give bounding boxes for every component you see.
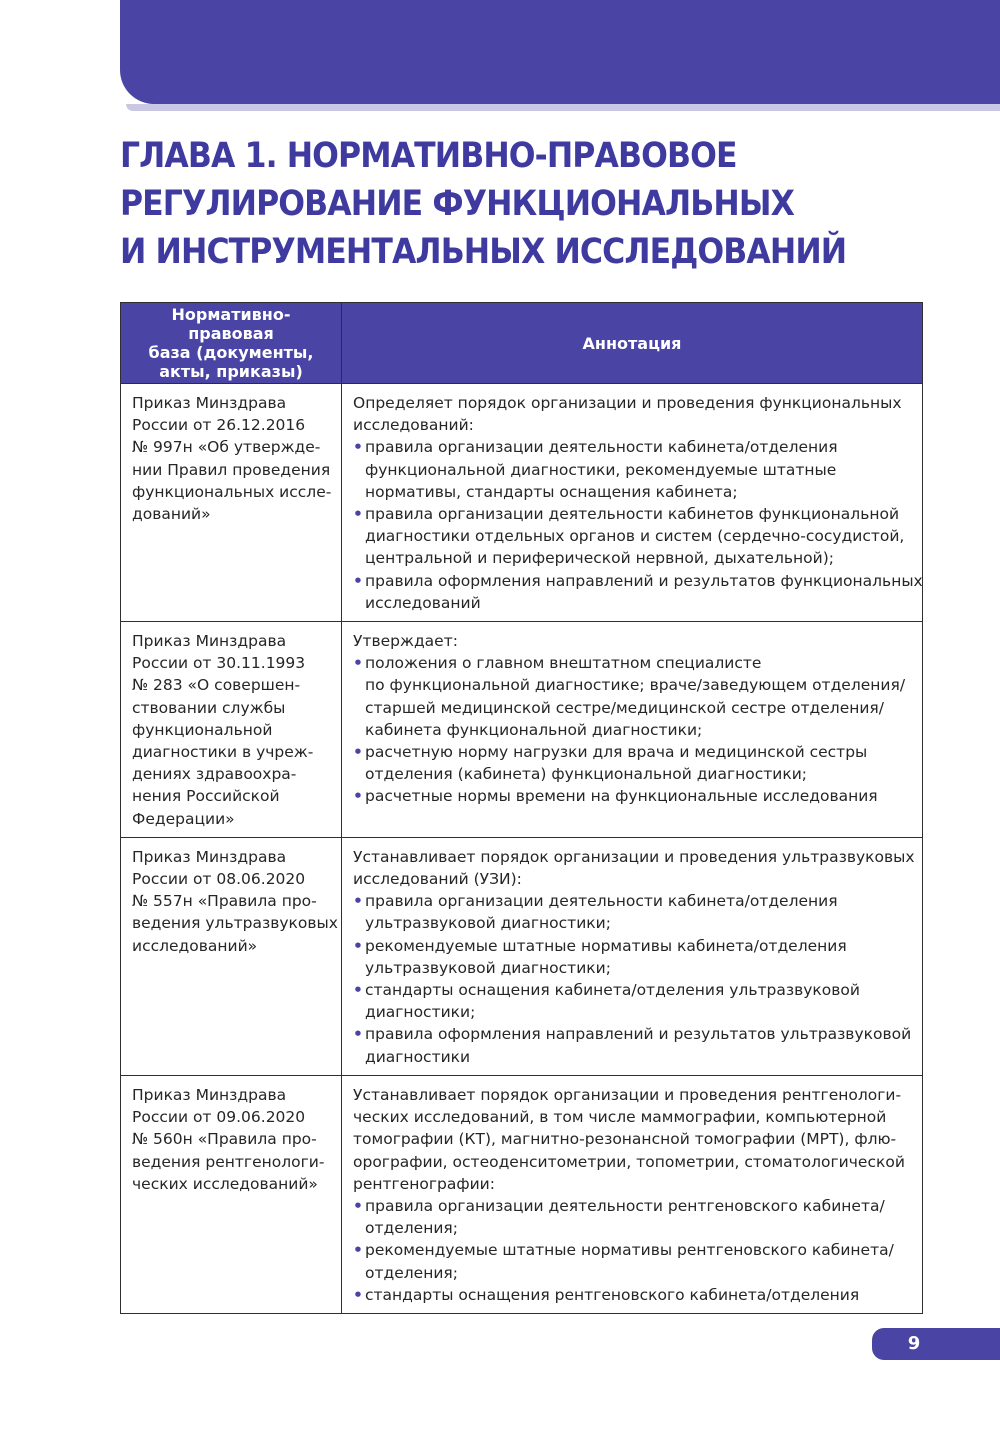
doc-line: ведения ультразвуковых xyxy=(132,914,338,933)
table-row xyxy=(121,384,923,622)
doc-line: № 560н «Правила про- xyxy=(132,1130,317,1149)
annotation-bullet-line: • правила организации деятельности кабинетов функциональной xyxy=(365,505,900,524)
annotation-bullet-line: функциональной диагностики, рекомендуемые штатные xyxy=(365,460,837,479)
doc-line: Приказ Минздрава xyxy=(132,394,287,412)
chapter-title-line: И ИНСТРУМЕНТАЛЬНЫХ ИССЛЕДОВАНИЙ xyxy=(120,232,847,272)
annotation-bullet-line: кабинета функциональной диагностики; xyxy=(365,720,703,739)
annotation-intro-line: ческих исследований, в том числе маммографии, компьютерной xyxy=(353,1108,887,1127)
annotation-intro-line: Устанавливает порядок организации и проведения рентгенологи- xyxy=(353,1085,902,1104)
annotation-intro xyxy=(353,630,912,652)
annotation-intro xyxy=(353,846,915,890)
annotation-intro-line: томографии (КТ), магнитно-резонансной томографии (МРТ), флю- xyxy=(353,1130,897,1149)
doc-line: России от 26.12.2016 xyxy=(132,416,306,435)
annotation-bullet-line: • правила оформления направлений и результатов функциональных xyxy=(365,571,923,590)
header-doc-line: база (документы, xyxy=(148,343,314,362)
doc-line: функциональной xyxy=(132,720,273,739)
annotation-bullet-line: центральной и периферической нервной, дыхательной); xyxy=(365,549,834,568)
doc-line: Приказ Минздрава xyxy=(132,1085,287,1104)
top-banner xyxy=(120,0,1000,104)
annotation-bullet-line: диагностики; xyxy=(365,1003,476,1022)
doc-line: нения Российской xyxy=(132,787,280,806)
annotation-cell xyxy=(342,837,923,1075)
table-header-row xyxy=(121,303,923,384)
annotation-bullet-line: отделения (кабинета) функциональной диагностики; xyxy=(365,765,808,784)
doc-line: Федерации» xyxy=(132,809,235,828)
annotation-bullet-item xyxy=(353,570,923,614)
annotation-bullet-line: нормативы, стандарты оснащения кабинета; xyxy=(365,482,738,501)
annotation-intro-line: рентгенографии: xyxy=(353,1174,495,1193)
chapter-title-line: РЕГУЛИРОВАНИЕ ФУНКЦИОНАЛЬНЫХ xyxy=(120,184,794,224)
header-doc-line: Нормативно-правовая xyxy=(171,305,291,343)
doc-line: ческих исследований» xyxy=(132,1174,318,1193)
annotation-bullet-item xyxy=(353,890,912,934)
doc-line: России от 09.06.2020 xyxy=(132,1108,306,1127)
annotation-bullet-line: • правила организации деятельности рентгеновского кабинета/ xyxy=(365,1196,885,1215)
doc-cell xyxy=(121,384,342,622)
annotation-bullet-list xyxy=(353,652,912,807)
doc-line: России от 30.11.1993 xyxy=(132,654,306,673)
annotation-bullet-line: • правила организации деятельности кабинета/отделения xyxy=(365,892,838,911)
annotation-intro-line: орографии, остеоденситометрии, топометрии, стоматологической xyxy=(353,1152,905,1171)
annotation-bullet-line: • правила оформления направлений и результатов ультразвуковой xyxy=(365,1025,912,1044)
annotation-bullet-item xyxy=(353,652,912,741)
annotation-cell xyxy=(342,384,923,622)
annotation-bullet-line: • рекомендуемые штатные нормативы кабинета/отделения xyxy=(365,936,847,955)
doc-line: № 997н «Об утвержде- xyxy=(132,438,321,457)
doc-line: функциональных иссле- xyxy=(132,482,332,501)
annotation-bullet-item xyxy=(353,741,912,785)
header-doc-base xyxy=(121,303,342,384)
annotation-bullet-item xyxy=(353,935,912,979)
annotation-intro-line: исследований (УЗИ): xyxy=(353,870,522,889)
annotation-bullet-line: • правила организации деятельности кабинета/отделения xyxy=(365,438,838,457)
annotation-bullet-list xyxy=(353,436,923,614)
annotation-bullet-item xyxy=(353,785,912,807)
table-row xyxy=(121,1075,923,1313)
annotation-bullet-list xyxy=(353,1195,912,1306)
doc-line: дований» xyxy=(132,505,211,524)
doc-line: № 283 «О совершен- xyxy=(132,676,301,695)
table-row xyxy=(121,837,923,1075)
annotation-bullet-line: диагностики отдельных органов и систем (сердечно-сосудистой, xyxy=(365,527,905,546)
doc-line: России от 08.06.2020 xyxy=(132,870,306,889)
annotation-intro-line: исследований: xyxy=(353,416,474,435)
doc-cell xyxy=(121,622,342,838)
annotation-bullet-item xyxy=(353,1023,912,1067)
annotation-bullet-item xyxy=(353,503,912,570)
doc-cell xyxy=(121,1075,342,1313)
header-annotation: Аннотация xyxy=(342,303,923,384)
annotation-cell xyxy=(342,622,923,838)
annotation-intro-line: Устанавливает порядок организации и проведения ультразвуковых xyxy=(353,847,915,866)
annotation-bullet-line: диагностики xyxy=(365,1047,471,1066)
annotation-intro xyxy=(353,392,912,436)
doc-line: № 557н «Правила про- xyxy=(132,892,317,911)
doc-line: диагностики в учреж- xyxy=(132,743,314,762)
annotation-bullet-line: отделения; xyxy=(365,1263,458,1282)
annotation-bullet-line: • расчетную норму нагрузки для врача и медицинской сестры xyxy=(365,743,868,762)
doc-line: ствовании службы xyxy=(132,698,286,717)
annotation-bullet-line: отделения; xyxy=(365,1219,458,1238)
annotation-intro-line: Утверждает: xyxy=(353,632,458,651)
annotation-bullet-item xyxy=(353,1239,912,1283)
doc-line: дениях здравоохра- xyxy=(132,765,297,784)
page-number: 9 xyxy=(907,1333,921,1354)
doc-line: ведения рентгенологи- xyxy=(132,1152,325,1171)
annotation-bullet-line: исследований xyxy=(365,593,481,612)
table-body xyxy=(121,384,923,1314)
table-row xyxy=(121,622,923,838)
page-number-tab xyxy=(872,1328,1000,1360)
chapter-title-line: ГЛАВА 1. НОРМАТИВНО-ПРАВОВОЕ xyxy=(120,136,737,176)
header-doc-line: акты, приказы) xyxy=(159,362,303,381)
annotation-bullet-line: • стандарты оснащения рентгеновского кабинета/отделения xyxy=(365,1285,860,1304)
annotation-bullet-list xyxy=(353,890,912,1068)
doc-line: Приказ Минздрава xyxy=(132,632,287,651)
doc-line: нии Правил проведения xyxy=(132,460,331,479)
annotation-bullet-line: • стандарты оснащения кабинета/отделения ультразвуковой xyxy=(365,981,860,1000)
top-banner-shadow xyxy=(126,104,1000,111)
annotation-bullet-item xyxy=(353,436,912,503)
doc-cell xyxy=(121,837,342,1075)
annotation-bullet-line: ультразвуковой диагностики; xyxy=(365,914,611,933)
annotation-bullet-line: • расчетные нормы времени на функциональные исследования xyxy=(365,787,878,806)
annotation-bullet-line: • рекомендуемые штатные нормативы рентгеновского кабинета/ xyxy=(365,1241,894,1260)
chapter-title xyxy=(120,132,858,276)
regulations-table xyxy=(120,302,923,1314)
annotation-bullet-line: по функциональной диагностике; враче/заведующем отделения/ xyxy=(365,676,906,695)
annotation-cell xyxy=(342,1075,923,1313)
doc-line: исследований» xyxy=(132,936,258,955)
annotation-bullet-item xyxy=(353,979,912,1023)
annotation-bullet-line: старшей медицинской сестре/медицинской сестре отделения/ xyxy=(365,698,884,717)
annotation-intro-line: Определяет порядок организации и проведения функциональных xyxy=(353,394,902,412)
annotation-bullet-item xyxy=(353,1195,912,1239)
annotation-bullet-item xyxy=(353,1284,912,1306)
doc-line: Приказ Минздрава xyxy=(132,847,287,866)
annotation-intro xyxy=(353,1084,912,1195)
annotation-bullet-line: ультразвуковой диагностики; xyxy=(365,958,611,977)
annotation-bullet-line: • положения о главном внештатном специалисте xyxy=(365,654,762,673)
